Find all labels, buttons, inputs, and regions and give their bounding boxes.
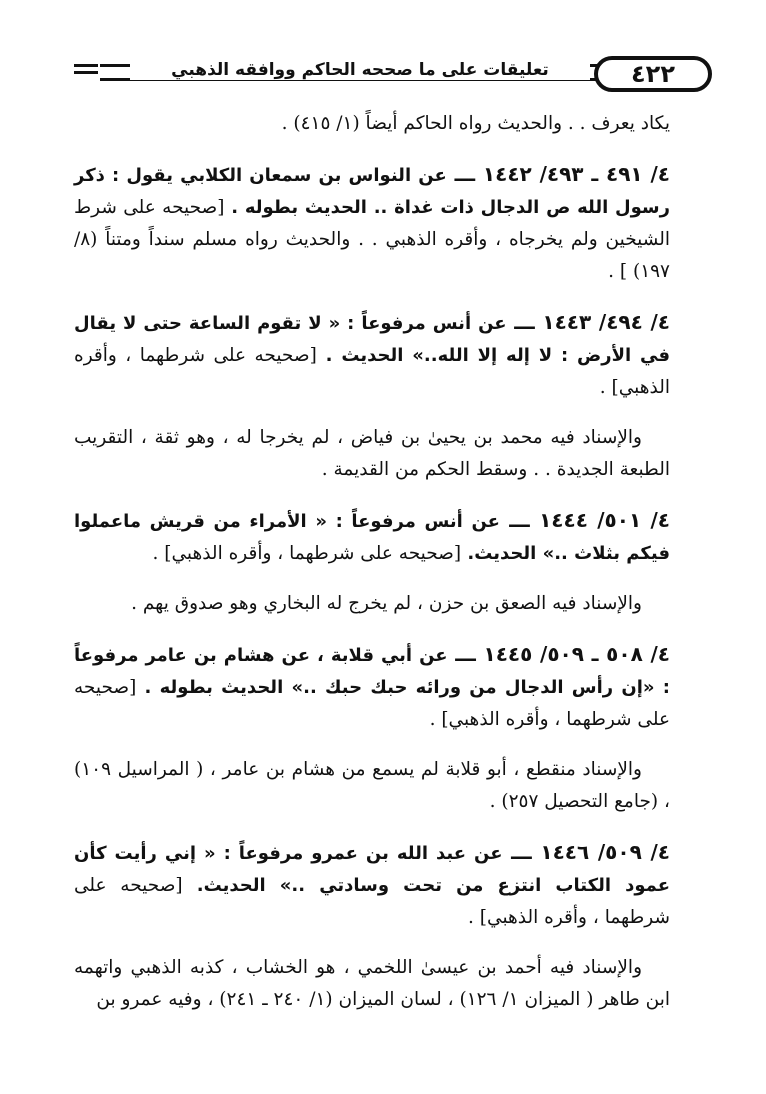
paragraph	[74, 158, 670, 288]
paragraph	[74, 108, 670, 140]
commentary-text: [صحيحه على شرطهما ، وأقره الذهبي] .	[74, 875, 670, 928]
hadith-text: عن أنس مرفوعاً : « الأمراء من قريش ماعملوا فيكم بثلاث ..» الحديث.	[74, 511, 670, 564]
paragraph	[74, 504, 670, 570]
paragraph	[74, 588, 670, 620]
paragraph	[74, 638, 670, 736]
hadith-text: عن أنس مرفوعاً : « لا تقوم الساعة حتى لا يقال في الأرض : لا إله إلا الله..» الحديث .	[74, 313, 671, 366]
hadith-text: عن عبد الله بن عمرو مرفوعاً : « إني رأيت كأن عمود الكتاب انتزع من تحت وسادتي ..» الحديث.	[74, 843, 670, 896]
paragraph	[74, 836, 670, 934]
commentary-text: والإسناد فيه الصعق بن حزن ، لم يخرج له البخاري وهو صدوق يهم .	[131, 593, 642, 614]
page-body	[74, 108, 670, 1034]
page-header	[70, 52, 682, 100]
hadith-text: عن النواس بن سمعان الكلابي يقول : ذكر رسول الله ص الدجال ذات غداة .. الحديث بطوله .	[74, 165, 670, 218]
hadith-reference: ٤/ ٥٠٩/ ١٤٤٦ ـــ	[502, 840, 670, 864]
commentary-text: [صحيحه على شرطهما ، وأقره الذهبي] .	[152, 543, 462, 564]
hadith-text: عن أبي قلابة ، عن هشام بن عامر مرفوعاً : «إن رأس الدجال من ورائه حبك حبك ..» الحديث بطوله .	[74, 645, 670, 698]
hadith-reference: ٤/ ٤٩١ ـ ٤٩٣/ ١٤٤٢ ـــ	[446, 162, 670, 186]
paragraph	[74, 952, 670, 1016]
commentary-text: [صحيحه على شرطهما ، وأقره الذهبي] .	[74, 677, 670, 730]
commentary-text: والإسناد فيه أحمد بن عيسىٰ اللخمي ، هو الخشاب ، كذبه الذهبي واتهمه ابن طاهر ( الميزان ١/ ١٢٦) ، لسان الميزان (١/ ٢٤٠ ـ ٢٤١) ، وفيه عمرو بن	[74, 957, 670, 1010]
paragraph	[74, 754, 670, 818]
hadith-reference: ٤/ ٤٩٤/ ١٤٤٣ ـــ	[506, 310, 670, 334]
commentary-text: يكاد يعرف . . والحديث رواه الحاكم أيضاً (١/ ٤١٥) .	[281, 113, 670, 134]
paragraph	[74, 306, 670, 404]
page-number: ٤٢٢	[594, 56, 712, 92]
commentary-text: والإسناد فيه محمد بن يحيىٰ بن فياض ، لم يخرجا له ، وهو ثقة ، التقريب الطبعة الجديدة . . وسقط الحكم من القديمة .	[74, 427, 670, 480]
commentary-text: والإسناد منقطع ، أبو قلابة لم يسمع من هشام بن عامر ، ( المراسيل ١٠٩) ، (جامع التحصيل ٢٥٧) .	[74, 759, 670, 812]
hadith-reference: ٤/ ٥٠٨ ـ ٥٠٩/ ١٤٤٥ ـــ	[447, 642, 670, 666]
commentary-text: [صحيحه على شرط الشيخين ولم يخرجاه ، وأقره الذهبي . . والحديث رواه مسلم سنداً ومتناً (٨/ ١٩٧) ] .	[74, 197, 670, 282]
hadith-reference: ٤/ ٥٠١/ ١٤٤٤ ـــ	[499, 508, 670, 532]
header-double-bar	[74, 64, 98, 78]
paragraph	[74, 422, 670, 486]
commentary-text: [صحيحه على شرطهما ، وأقره الذهبي] .	[74, 345, 670, 398]
header-title: تعليقات على ما صححه الحاكم ووافقه الذهبي	[130, 60, 590, 80]
